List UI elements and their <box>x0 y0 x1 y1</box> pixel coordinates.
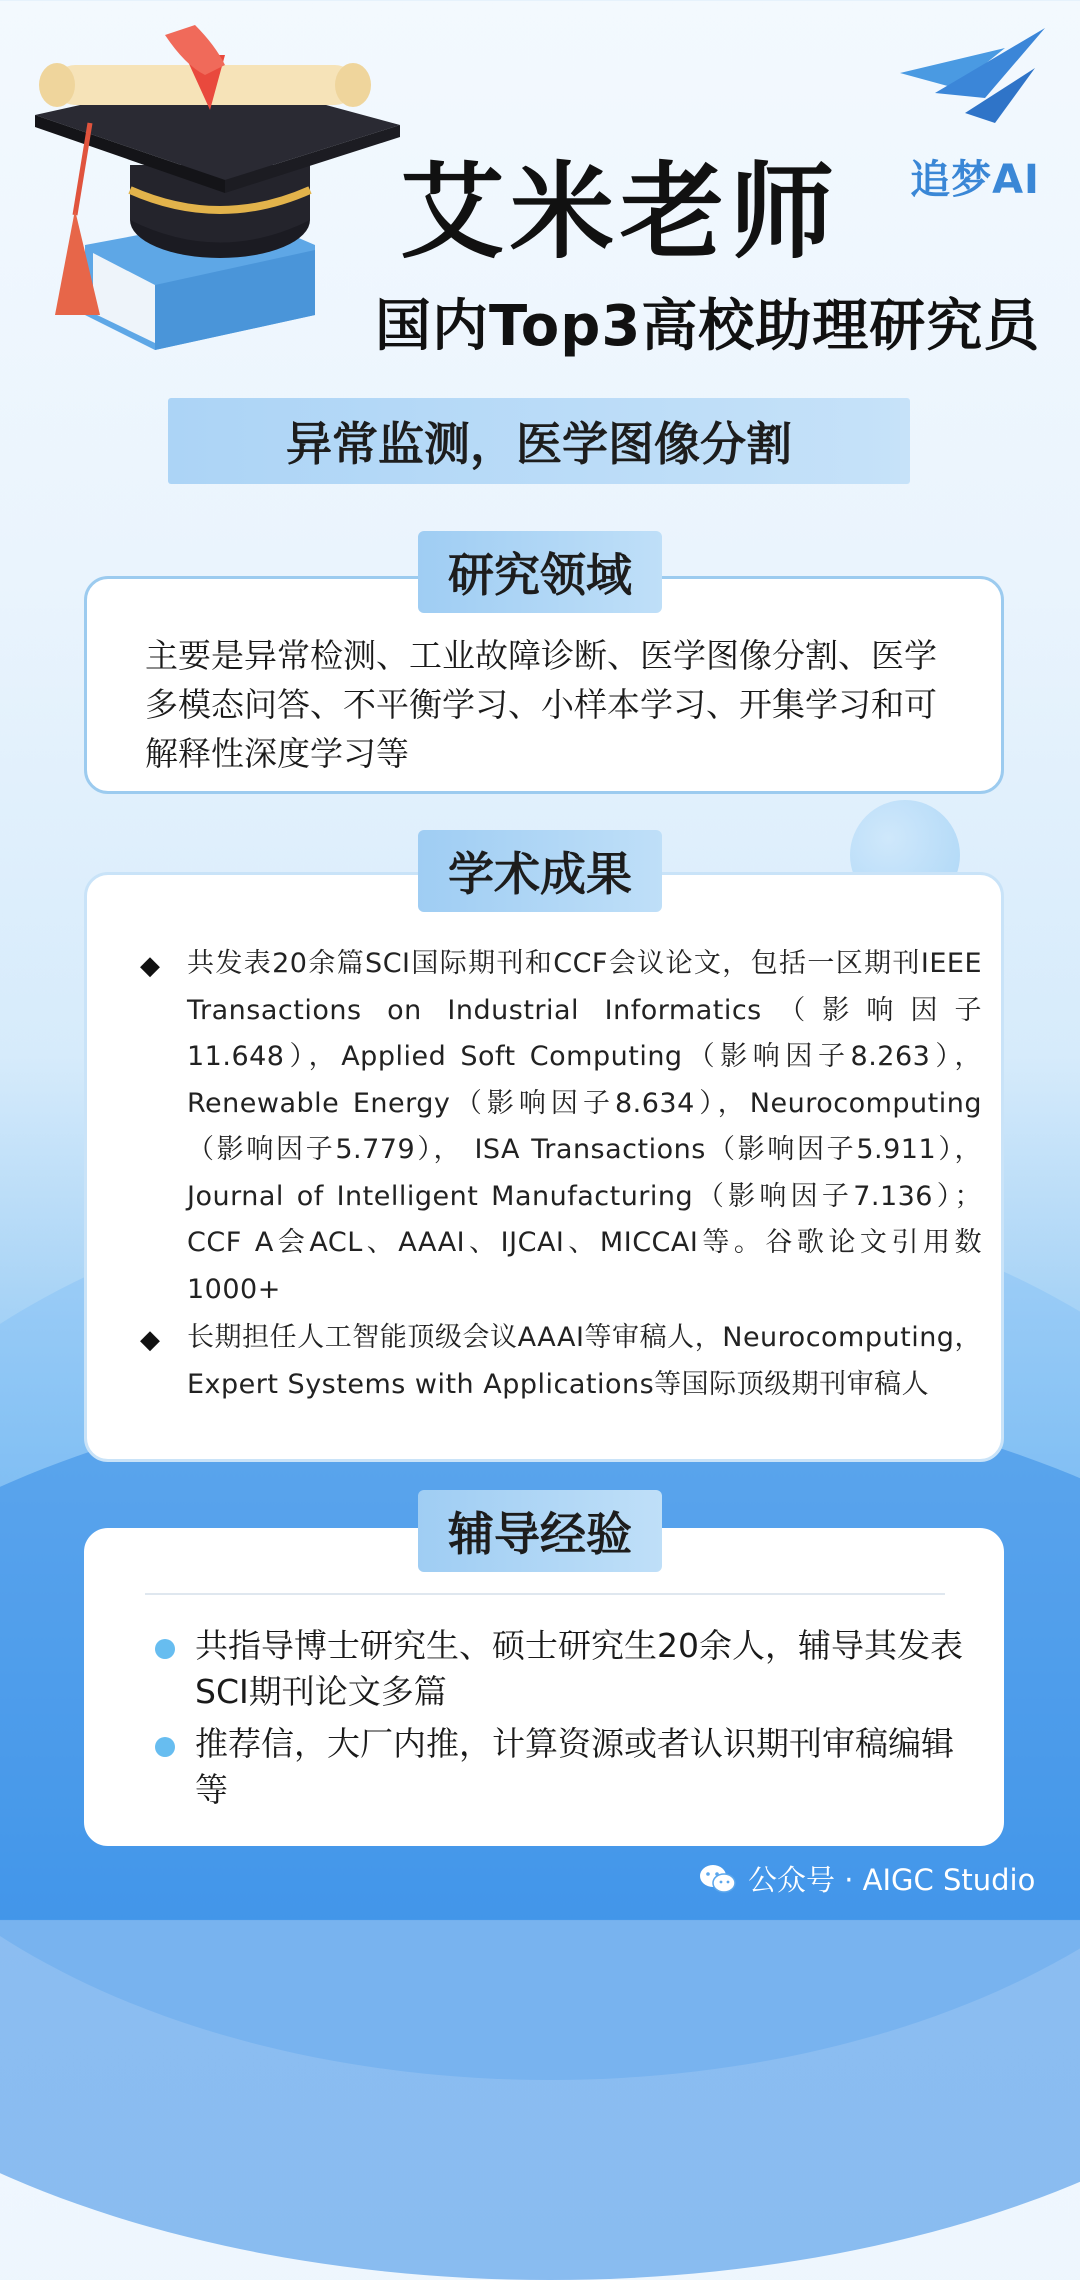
logo-wing-icon <box>895 18 1055 138</box>
dot-bullet-icon <box>155 1737 175 1757</box>
mentoring-card <box>84 1528 1004 1846</box>
diamond-bullet-icon: ◆ <box>140 1325 160 1355</box>
graduation-cap-icon <box>15 15 415 355</box>
teacher-name: 艾米老师 <box>400 151 841 273</box>
mentoring-text: 共指导博士研究生、硕士研究生20余人，辅导其发表SCI期刊论文多篇 <box>195 1626 963 1711</box>
achievements-card <box>84 872 1004 1462</box>
achievement-text: 共发表20余篇SCI国际期刊和CCF会议论文，包括一区期刊IEEE Transactions on Industrial Informatics（影响因子11.648），Applied Soft Computing（影响因子8.263），Renewable Energy（影响因子8.634），Neurocomputing（影响因子5.779）， ISA Transactions（影响因子5.911），Journal of Intelligent Manufacturing（影响因子7.136）；CCF A会ACL、AAAI、IJCAI、MICCAI等。谷歌论文引用数1000+ <box>187 948 982 1305</box>
achievements-list <box>132 941 982 1410</box>
mentoring-text: 推荐信，大厂内推，计算资源或者认识期刊审稿编辑等 <box>195 1724 954 1809</box>
list-item <box>155 1623 975 1715</box>
mentoring-list <box>155 1623 975 1819</box>
wechat-icon <box>698 1863 736 1895</box>
divider <box>145 1593 945 1595</box>
list-item <box>132 941 982 1313</box>
research-heading: 研究领域 <box>418 531 662 613</box>
research-text: 主要是异常检测、工业故障诊断、医学图像分割、医学多模态问答、不平衡学习、小样本学习、开集学习和可解释性深度学习等 <box>145 636 937 773</box>
achievement-text: 长期担任人工智能顶级会议AAAI等审稿人，Neurocomputing，Expert Systems with Applications等国际顶级期刊审稿人 <box>187 1322 982 1400</box>
dot-bullet-icon <box>155 1639 175 1659</box>
achievements-heading: 学术成果 <box>418 830 662 912</box>
list-item <box>132 1315 982 1408</box>
footer-watermark <box>698 1858 1035 1899</box>
brand-logo <box>895 18 1055 203</box>
teacher-title: 国内Top3高校助理研究员 <box>375 294 1041 359</box>
logo-text: 追梦AI <box>910 157 1040 203</box>
focus-ribbon: 异常监测，医学图像分割 <box>168 398 910 484</box>
diamond-bullet-icon: ◆ <box>140 951 160 981</box>
footer-text: 公众号 · AIGC Studio <box>748 1863 1036 1897</box>
list-item <box>155 1721 975 1813</box>
mentoring-heading: 辅导经验 <box>418 1490 662 1572</box>
